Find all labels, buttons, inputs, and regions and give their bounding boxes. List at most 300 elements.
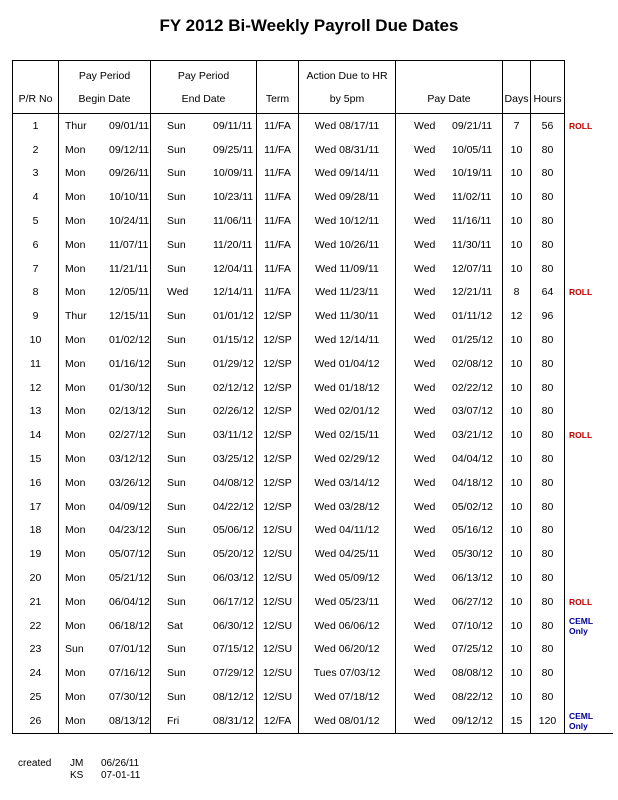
- header-end-date: Pay Period End Date: [151, 61, 257, 114]
- term: 12/SU: [257, 519, 299, 543]
- end-day: Sun: [167, 595, 186, 608]
- days: 10: [503, 661, 531, 685]
- pr-number: 4: [13, 185, 59, 209]
- pay-date: [396, 209, 503, 233]
- row-note: [565, 162, 613, 186]
- end-date: [151, 423, 257, 447]
- begin-date: [59, 304, 151, 328]
- begin-date: [59, 209, 151, 233]
- pr-number: 21: [13, 590, 59, 614]
- begin-day: Mon: [65, 191, 86, 204]
- hours: 80: [531, 423, 565, 447]
- days: 10: [503, 162, 531, 186]
- begin-date: [59, 495, 151, 519]
- begin-date: [59, 542, 151, 566]
- term: 12/SP: [257, 400, 299, 424]
- begin-date: [59, 519, 151, 543]
- days: 10: [503, 519, 531, 543]
- begin-day: Mon: [65, 286, 86, 299]
- row-note: ROLL: [569, 596, 593, 607]
- action-due-date: Wed 03/14/12: [299, 471, 396, 495]
- pay-date: [396, 162, 503, 186]
- end-date: [151, 590, 257, 614]
- begin-date: [59, 423, 151, 447]
- hours: 80: [531, 233, 565, 257]
- begin-day: Mon: [65, 238, 86, 251]
- row-note: [565, 471, 613, 495]
- begin-date: [59, 661, 151, 685]
- end-date: [151, 328, 257, 352]
- row-note: [565, 566, 613, 590]
- end-date-value: 03/11/12: [213, 429, 254, 442]
- row-note: CEML Only: [565, 709, 613, 733]
- pay-day: Wed: [414, 167, 436, 180]
- begin-date-value: 04/09/12: [109, 500, 150, 513]
- end-date: [151, 542, 257, 566]
- begin-day: Mon: [65, 619, 86, 632]
- row-note: ROLL: [569, 120, 593, 131]
- days: 15: [503, 709, 531, 733]
- term: 11/FA: [257, 185, 299, 209]
- end-day: Sat: [167, 619, 183, 632]
- begin-date-value: 11/07/11: [109, 238, 149, 251]
- pr-number: 12: [13, 376, 59, 400]
- table-row: [13, 328, 613, 352]
- begin-date: [59, 400, 151, 424]
- end-day: Sun: [167, 476, 186, 489]
- end-date-value: 02/12/12: [213, 381, 254, 394]
- header-term: Term: [257, 61, 299, 114]
- begin-date: [59, 185, 151, 209]
- end-date: [151, 471, 257, 495]
- hours: 80: [531, 519, 565, 543]
- hours: 120: [531, 709, 565, 733]
- row-note: [565, 138, 613, 162]
- begin-date-value: 01/02/12: [109, 334, 150, 347]
- pay-day: Wed: [414, 310, 436, 323]
- end-date-value: 11/06/11: [213, 215, 253, 228]
- begin-date-value: 01/16/12: [109, 357, 150, 370]
- pr-number: 15: [13, 447, 59, 471]
- table-row: [13, 185, 613, 209]
- term: 12/SU: [257, 566, 299, 590]
- pay-date: [396, 566, 503, 590]
- end-date: [151, 352, 257, 376]
- begin-date: [59, 281, 151, 305]
- pay-date-value: 10/05/11: [452, 143, 493, 156]
- term: 11/FA: [257, 162, 299, 186]
- term: 12/FA: [257, 709, 299, 733]
- hours: 80: [531, 209, 565, 233]
- term: 12/SU: [257, 661, 299, 685]
- end-day: Sun: [167, 405, 186, 418]
- pay-day: Wed: [414, 595, 436, 608]
- begin-date-value: 09/12/11: [109, 143, 150, 156]
- term: 12/SU: [257, 614, 299, 638]
- table-row: [13, 376, 613, 400]
- term: 12/SP: [257, 376, 299, 400]
- end-date-value: 01/01/12: [213, 310, 254, 323]
- begin-date-value: 05/07/12: [109, 548, 150, 561]
- pay-date: [396, 400, 503, 424]
- begin-date: [59, 376, 151, 400]
- term: 12/SP: [257, 328, 299, 352]
- end-date-value: 02/26/12: [213, 405, 254, 418]
- begin-date: [59, 638, 151, 662]
- end-date: [151, 614, 257, 638]
- payroll-table: [12, 60, 613, 734]
- end-date-value: 04/22/12: [213, 500, 254, 513]
- pay-day: Wed: [414, 238, 436, 251]
- table-row: [13, 209, 613, 233]
- end-date: [151, 233, 257, 257]
- pay-date: [396, 495, 503, 519]
- begin-date: [59, 685, 151, 709]
- table-row: [13, 519, 613, 543]
- end-date-value: 07/29/12: [213, 667, 254, 680]
- end-date-value: 06/30/12: [213, 619, 254, 632]
- end-day: Sun: [167, 667, 186, 680]
- header-pay-date: Pay Date: [396, 61, 503, 114]
- end-date: [151, 495, 257, 519]
- header-notes-spacer: [565, 61, 613, 114]
- pr-number: 8: [13, 281, 59, 305]
- days: 10: [503, 638, 531, 662]
- pay-date-value: 05/02/12: [452, 500, 493, 513]
- begin-day: Mon: [65, 595, 86, 608]
- end-date: [151, 209, 257, 233]
- end-date-value: 01/15/12: [213, 334, 254, 347]
- begin-date: [59, 709, 151, 733]
- created-date: 06/26/11: [101, 758, 140, 769]
- table-row: [13, 162, 613, 186]
- pr-number: 24: [13, 661, 59, 685]
- end-date-value: 03/25/12: [213, 453, 254, 466]
- days: 7: [503, 114, 531, 138]
- term: 12/SP: [257, 304, 299, 328]
- days: 10: [503, 138, 531, 162]
- begin-day: Mon: [65, 429, 86, 442]
- pr-number: 17: [13, 495, 59, 519]
- begin-date: [59, 447, 151, 471]
- begin-date-value: 12/15/11: [109, 310, 150, 323]
- begin-day: Mon: [65, 215, 86, 228]
- action-due-date: Wed 11/30/11: [299, 304, 396, 328]
- begin-date-value: 09/26/11: [109, 167, 150, 180]
- row-note: [565, 519, 613, 543]
- end-date-value: 08/31/12: [213, 714, 254, 727]
- pay-day: Wed: [414, 572, 436, 585]
- hours: 80: [531, 614, 565, 638]
- days: 10: [503, 185, 531, 209]
- pay-date-value: 07/10/12: [452, 619, 493, 632]
- pay-date-value: 09/21/11: [452, 119, 493, 132]
- pay-day: Wed: [414, 548, 436, 561]
- hours: 64: [531, 281, 565, 305]
- term: 12/SU: [257, 638, 299, 662]
- pay-date-value: 11/02/11: [452, 191, 492, 204]
- created-label: created: [18, 758, 52, 769]
- pay-date-value: 10/19/11: [452, 167, 493, 180]
- header-hours: Hours: [531, 61, 565, 114]
- action-due-date: Wed 07/18/12: [299, 685, 396, 709]
- begin-day: Mon: [65, 334, 86, 347]
- table-row: [13, 614, 613, 638]
- end-day: Sun: [167, 119, 186, 132]
- pay-day: Wed: [414, 691, 436, 704]
- page-title: FY 2012 Bi-Weekly Payroll Due Dates: [159, 16, 459, 35]
- begin-date-value: 12/05/11: [109, 286, 150, 299]
- hours: 80: [531, 257, 565, 281]
- hours: 80: [531, 590, 565, 614]
- hours: 80: [531, 328, 565, 352]
- action-due-date: Wed 08/01/12: [299, 709, 396, 733]
- pay-day: Wed: [414, 619, 436, 632]
- header-days: Days: [503, 61, 531, 114]
- pr-number: 11: [13, 352, 59, 376]
- end-day: Sun: [167, 524, 186, 537]
- table-row: [13, 233, 613, 257]
- begin-date-value: 11/21/11: [109, 262, 149, 275]
- end-date: [151, 138, 257, 162]
- pay-day: Wed: [414, 714, 436, 727]
- header-row: [13, 61, 613, 114]
- action-due-date: Wed 08/17/11: [299, 114, 396, 138]
- pay-date-value: 02/22/12: [452, 381, 493, 394]
- header-begin-date: Pay Period Begin Date: [59, 61, 151, 114]
- pay-date-value: 03/21/12: [452, 429, 493, 442]
- pr-number: 9: [13, 304, 59, 328]
- row-note: [565, 209, 613, 233]
- pr-number: 3: [13, 162, 59, 186]
- end-date-value: 08/12/12: [213, 691, 254, 704]
- begin-date-value: 03/26/12: [109, 476, 150, 489]
- table-row: [13, 257, 613, 281]
- begin-date-value: 07/30/12: [109, 691, 150, 704]
- begin-day: Mon: [65, 500, 86, 513]
- begin-date: [59, 328, 151, 352]
- pay-date-value: 06/13/12: [452, 572, 493, 585]
- table-row: [13, 638, 613, 662]
- action-due-date: Wed 10/26/11: [299, 233, 396, 257]
- pay-date: [396, 447, 503, 471]
- pay-day: Wed: [414, 357, 436, 370]
- begin-date-value: 03/12/12: [109, 453, 150, 466]
- begin-day: Mon: [65, 453, 86, 466]
- action-due-date: Wed 11/23/11: [299, 281, 396, 305]
- action-due-date: Wed 08/31/11: [299, 138, 396, 162]
- pay-day: Wed: [414, 643, 436, 656]
- pay-date: [396, 519, 503, 543]
- row-note: [565, 542, 613, 566]
- end-date: [151, 185, 257, 209]
- action-due-date: Wed 05/09/12: [299, 566, 396, 590]
- table-row: [13, 281, 613, 305]
- begin-day: Mon: [65, 143, 86, 156]
- begin-day: Mon: [65, 167, 86, 180]
- row-note: [565, 495, 613, 519]
- row-note: [565, 376, 613, 400]
- begin-date-value: 07/01/12: [109, 643, 150, 656]
- pay-date: [396, 614, 503, 638]
- hours: 80: [531, 185, 565, 209]
- pr-number: 26: [13, 709, 59, 733]
- action-due-date: Wed 02/29/12: [299, 447, 396, 471]
- hours: 80: [531, 400, 565, 424]
- pay-date: [396, 185, 503, 209]
- table-row: [13, 304, 613, 328]
- hours: 56: [531, 114, 565, 138]
- begin-day: Mon: [65, 262, 86, 275]
- begin-date-value: 10/10/11: [109, 191, 150, 204]
- hours: 80: [531, 376, 565, 400]
- hours: 80: [531, 138, 565, 162]
- begin-date: [59, 114, 151, 138]
- days: 12: [503, 304, 531, 328]
- table-row: [13, 661, 613, 685]
- term: 12/SP: [257, 352, 299, 376]
- pay-date-value: 11/30/11: [452, 238, 492, 251]
- end-date-value: 12/04/11: [213, 262, 254, 275]
- end-date: [151, 281, 257, 305]
- hours: 80: [531, 447, 565, 471]
- term: 12/SP: [257, 495, 299, 519]
- pr-number: 20: [13, 566, 59, 590]
- row-note: [565, 328, 613, 352]
- table-row: [13, 566, 613, 590]
- row-note: [565, 400, 613, 424]
- action-due-date: Wed 05/23/11: [299, 590, 396, 614]
- begin-date: [59, 138, 151, 162]
- hours: 96: [531, 304, 565, 328]
- row-note: [565, 185, 613, 209]
- end-day: Sun: [167, 453, 186, 466]
- term: 12/SP: [257, 447, 299, 471]
- table-row: [13, 495, 613, 519]
- table-row: [13, 471, 613, 495]
- end-date: [151, 685, 257, 709]
- pr-number: 22: [13, 614, 59, 638]
- pay-date-value: 12/21/11: [452, 286, 493, 299]
- pay-date-value: 08/08/12: [452, 667, 493, 680]
- end-day: Sun: [167, 334, 186, 347]
- action-due-date: Wed 09/28/11: [299, 185, 396, 209]
- pr-number: 7: [13, 257, 59, 281]
- end-day: Sun: [167, 691, 186, 704]
- end-date-value: 12/14/11: [213, 286, 254, 299]
- days: 10: [503, 233, 531, 257]
- pay-date-value: 01/25/12: [452, 334, 493, 347]
- begin-date-value: 04/23/12: [109, 524, 150, 537]
- pay-day: Wed: [414, 143, 436, 156]
- header-action-due: Action Due to HR by 5pm: [299, 61, 396, 114]
- term: 12/SU: [257, 542, 299, 566]
- end-day: Sun: [167, 643, 186, 656]
- action-due-date: Wed 01/04/12: [299, 352, 396, 376]
- pay-date: [396, 233, 503, 257]
- begin-date: [59, 471, 151, 495]
- row-note: [565, 685, 613, 709]
- pay-date: [396, 281, 503, 305]
- pay-date-value: 09/12/12: [452, 714, 493, 727]
- begin-date-value: 05/21/12: [109, 572, 150, 585]
- table-row: [13, 352, 613, 376]
- days: 10: [503, 685, 531, 709]
- end-date: [151, 566, 257, 590]
- end-day: Sun: [167, 429, 186, 442]
- pay-date: [396, 590, 503, 614]
- begin-day: Thur: [65, 310, 87, 323]
- end-date-value: 05/06/12: [213, 524, 254, 537]
- hours: 80: [531, 352, 565, 376]
- pay-day: Wed: [414, 453, 436, 466]
- pay-date: [396, 685, 503, 709]
- begin-date: [59, 566, 151, 590]
- pay-date-value: 03/07/12: [452, 405, 493, 418]
- pay-date: [396, 376, 503, 400]
- row-note: [565, 233, 613, 257]
- edited-date: 07-01-11: [101, 770, 141, 781]
- begin-day: Mon: [65, 405, 86, 418]
- end-date: [151, 709, 257, 733]
- end-day: Sun: [167, 262, 186, 275]
- days: 10: [503, 566, 531, 590]
- table-row: [13, 542, 613, 566]
- table-row: [13, 400, 613, 424]
- table-row: [13, 590, 613, 614]
- pay-date: [396, 423, 503, 447]
- pay-day: Wed: [414, 191, 436, 204]
- end-date: [151, 304, 257, 328]
- end-date-value: 05/20/12: [213, 548, 254, 561]
- begin-date-value: 10/24/11: [109, 215, 150, 228]
- begin-date-value: 06/18/12: [109, 619, 150, 632]
- days: 10: [503, 376, 531, 400]
- pay-date: [396, 471, 503, 495]
- row-note: ROLL: [569, 287, 593, 298]
- row-note: ROLL: [569, 430, 593, 441]
- pay-day: Wed: [414, 334, 436, 347]
- begin-day: Mon: [65, 572, 86, 585]
- action-due-date: Wed 04/25/11: [299, 542, 396, 566]
- pay-date-value: 05/16/12: [452, 524, 493, 537]
- begin-date: [59, 590, 151, 614]
- begin-date-value: 07/16/12: [109, 667, 150, 680]
- hours: 80: [531, 566, 565, 590]
- begin-date-value: 06/04/12: [109, 595, 150, 608]
- pay-date-value: 07/25/12: [452, 643, 493, 656]
- row-note: [565, 638, 613, 662]
- begin-day: Mon: [65, 476, 86, 489]
- term: 11/FA: [257, 138, 299, 162]
- payroll-table-container: [12, 60, 613, 734]
- begin-date-value: 02/27/12: [109, 429, 150, 442]
- pay-day: Wed: [414, 405, 436, 418]
- pay-date: [396, 638, 503, 662]
- begin-date: [59, 614, 151, 638]
- days: 10: [503, 447, 531, 471]
- end-date: [151, 162, 257, 186]
- begin-day: Mon: [65, 691, 86, 704]
- pay-day: Wed: [414, 524, 436, 537]
- end-day: Sun: [167, 215, 186, 228]
- pay-day: Wed: [414, 429, 436, 442]
- pay-date: [396, 542, 503, 566]
- pay-date-value: 02/08/12: [452, 357, 493, 370]
- end-date: [151, 638, 257, 662]
- begin-date: [59, 233, 151, 257]
- pay-date: [396, 328, 503, 352]
